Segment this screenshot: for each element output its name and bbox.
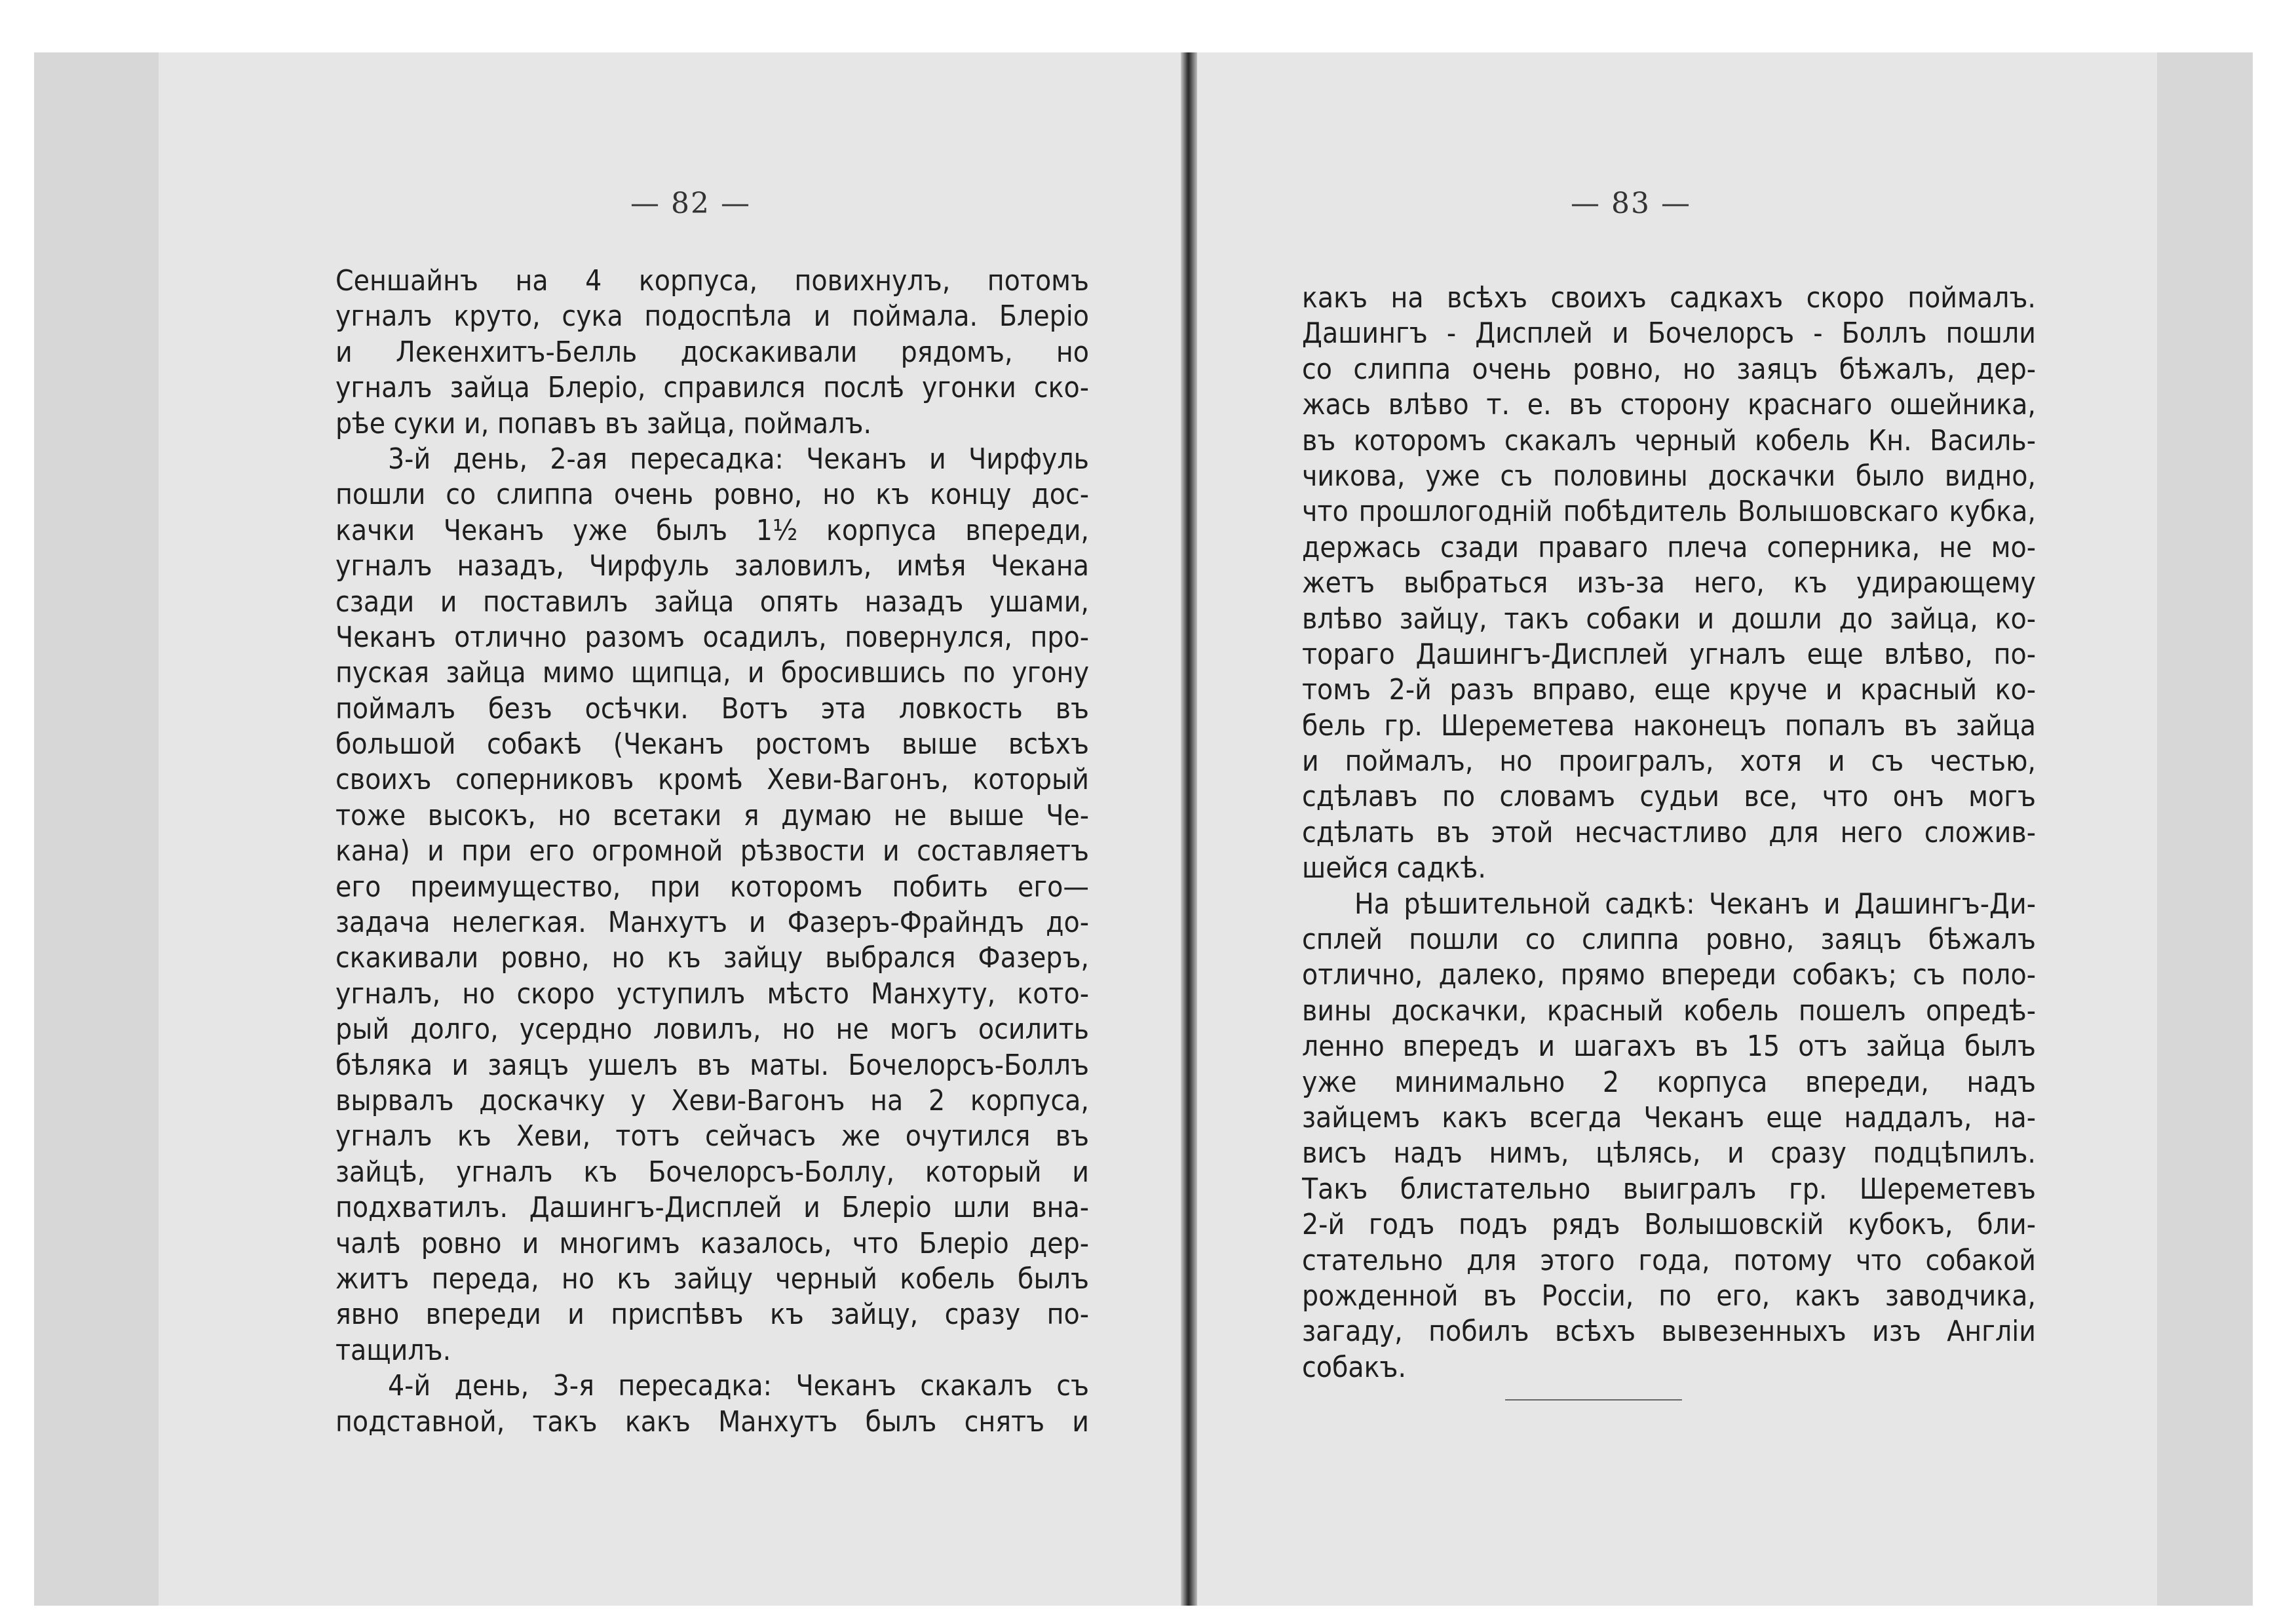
text-line: жетъ выбраться изъ-за него, къ удирающему bbox=[1302, 566, 2036, 600]
page-number: — 83 — bbox=[1571, 187, 1691, 220]
text-line: томъ 2-й разъ вправо, еще круче и красный ко- bbox=[1302, 673, 2036, 707]
text-line: и поймалъ, но проигралъ, хотя и съ честью, bbox=[1302, 744, 2036, 779]
text-line: влѣво зайцу, такъ собаки и дошли до зайца, ко- bbox=[1302, 602, 2036, 636]
text-line: зайцѣ, угналъ къ Бочелорсъ-Боллу, который и bbox=[335, 1155, 1089, 1189]
text-line: сдѣлавъ по словамъ судьи все, что онъ могъ bbox=[1302, 780, 2036, 814]
section-end-rule bbox=[1505, 1399, 1682, 1401]
text-line: уже минимально 2 корпуса впереди, надъ bbox=[1302, 1065, 2036, 1099]
text-line: вины доскачки, красный кобель пошелъ опредѣ- bbox=[1302, 994, 2036, 1028]
text-line: подхватилъ. Дашингъ-Дисплей и Блеріо шли вна- bbox=[335, 1191, 1089, 1225]
text-line: вырвалъ доскачку у Хеви-Вагонъ на 2 корпуса, bbox=[335, 1083, 1089, 1117]
text-line: угналъ къ Хеви, тотъ сейчасъ же очутился въ bbox=[335, 1119, 1089, 1153]
text-line: зайцемъ какъ всегда Чеканъ еще наддалъ, на- bbox=[1302, 1100, 2036, 1134]
scan-background bbox=[34, 52, 2253, 1606]
text-line: Чеканъ отлично разомъ осадилъ, повернулся, про- bbox=[335, 620, 1089, 654]
text-line: тащилъ. bbox=[335, 1333, 451, 1367]
text-line: тораго Дашингъ-Дисплей угналъ еще влѣво, по- bbox=[1302, 637, 2036, 671]
text-line: чалѣ ровно и многимъ казалось, что Блеріо дер- bbox=[335, 1226, 1089, 1260]
text-line: чикова, уже съ половины доскачки было видно, bbox=[1302, 459, 2036, 493]
text-line: рожденной въ Россіи, по его, какъ заводчика, bbox=[1302, 1279, 2036, 1313]
text-line: задача нелегкая. Манхутъ и Фазеръ-Фрайндъ до- bbox=[335, 906, 1089, 940]
text-line: сзади и поставилъ зайца опять назадъ ушами, bbox=[335, 585, 1089, 619]
text-line: Дашингъ - Дисплей и Бочелорсъ - Боллъ пошли bbox=[1302, 317, 2036, 351]
text-line: бѣляка и заяцъ ушелъ въ маты. Бочелорсъ-Боллъ bbox=[335, 1048, 1089, 1082]
text-line: кана) и при его огромной рѣзвости и составляетъ bbox=[335, 834, 1089, 868]
text-line: отлично, далеко, прямо впереди собакъ; съ поло- bbox=[1302, 958, 2036, 992]
text-line: собакъ. bbox=[1302, 1350, 1407, 1384]
text-line: тоже высокъ, но всетаки я думаю не выше Че- bbox=[335, 798, 1089, 832]
text-line: подставной, такъ какъ Манхутъ былъ снятъ и bbox=[335, 1404, 1089, 1439]
text-line: жась влѣво т. е. въ сторону краснаго ошейника, bbox=[1302, 388, 2036, 422]
right-page bbox=[1197, 52, 2157, 1606]
text-line: угналъ назадъ, Чирфуль заловилъ, имѣя Чекана bbox=[335, 549, 1089, 583]
text-line: рый долго, усердно ловилъ, но не могъ осилить bbox=[335, 1013, 1089, 1047]
text-line: житъ переда, но къ зайцу черный кобель былъ bbox=[335, 1262, 1089, 1296]
page-number: — 82 — bbox=[630, 187, 751, 220]
text-line: 3-й день, 2-ая пересадка: Чеканъ и Чирфуль bbox=[388, 442, 1089, 476]
text-line: въ которомъ скакалъ черный кобель Кн. Василь- bbox=[1302, 423, 2036, 457]
text-line: Такъ блистательно выигралъ гр. Шереметевъ bbox=[1302, 1172, 2036, 1206]
text-line: шейся садкѣ. bbox=[1302, 851, 1486, 885]
text-line: качки Чеканъ уже былъ 1½ корпуса впереди, bbox=[335, 513, 1089, 547]
text-line: 4-й день, 3-я пересадка: Чеканъ скакалъ съ bbox=[388, 1369, 1089, 1403]
text-line: угналъ, но скоро уступилъ мѣсто Манхуту, кото- bbox=[335, 976, 1089, 1011]
left-page bbox=[159, 52, 1181, 1606]
text-line: 2-й годъ подъ рядъ Волышовскій кубокъ, бли- bbox=[1302, 1208, 2036, 1242]
text-line: пошли со слиппа очень ровно, но къ концу дос- bbox=[335, 478, 1089, 512]
text-line: пуская зайца мимо щипца, и бросившись по угону bbox=[335, 656, 1089, 690]
book-gutter bbox=[1181, 52, 1197, 1606]
text-line: скакивали ровно, но къ зайцу выбрался Фазеръ, bbox=[335, 941, 1089, 975]
text-line: ленно впередъ и шагахъ въ 15 отъ зайца былъ bbox=[1302, 1030, 2036, 1064]
text-line: угналъ зайца Блеріо, справился послѣ угонки ско- bbox=[335, 371, 1089, 405]
text-line: Сеншайнъ на 4 корпуса, повихнулъ, потомъ bbox=[335, 264, 1089, 298]
text-line: держась сзади праваго плеча соперника, не мо- bbox=[1302, 530, 2036, 564]
text-line: явно впереди и приспѣвъ къ зайцу, сразу по- bbox=[335, 1298, 1089, 1332]
text-line: сплей пошли со слиппа ровно, заяцъ бѣжалъ bbox=[1302, 923, 2036, 957]
text-line: какъ на всѣхъ своихъ садкахъ скоро поймалъ. bbox=[1302, 281, 2036, 315]
text-line: поймалъ безъ осѣчки. Вотъ эта ловкость въ bbox=[335, 691, 1089, 725]
text-line: загаду, побилъ всѣхъ вывезенныхъ изъ Англіи bbox=[1302, 1315, 2036, 1349]
text-line: бель гр. Шереметева наконецъ попалъ въ зайца bbox=[1302, 708, 2036, 743]
right-page-text bbox=[1302, 280, 2036, 1385]
text-line: его преимущество, при которомъ побить его— bbox=[335, 870, 1089, 904]
text-line: сдѣлать въ этой несчастливо для него сложив- bbox=[1302, 815, 2036, 849]
text-line: На рѣшительной садкѣ: Чеканъ и Дашингъ-Ди- bbox=[1354, 887, 2036, 921]
text-line: большой собакѣ (Чеканъ ростомъ выше всѣхъ bbox=[335, 727, 1089, 762]
text-line: и Лекенхитъ-Белль доскакивали рядомъ, но bbox=[335, 335, 1089, 369]
text-line: со слиппа очень ровно, но заяцъ бѣжалъ, дер- bbox=[1302, 352, 2036, 386]
left-page-text bbox=[335, 263, 1089, 1440]
text-line: угналъ круто, сука подоспѣла и поймала. Блеріо bbox=[335, 300, 1089, 334]
text-line: стательно для этого года, потому что собакой bbox=[1302, 1243, 2036, 1277]
text-line: висъ надъ нимъ, цѣлясь, и сразу подцѣпилъ. bbox=[1302, 1136, 2036, 1170]
text-line: что прошлогодній побѣдитель Волышовскаго кубка, bbox=[1302, 495, 2036, 529]
text-line: своихъ соперниковъ кромѣ Хеви-Вагонъ, который bbox=[335, 763, 1089, 797]
text-line: рѣе суки и, попавъ въ зайца, поймалъ. bbox=[335, 406, 872, 440]
